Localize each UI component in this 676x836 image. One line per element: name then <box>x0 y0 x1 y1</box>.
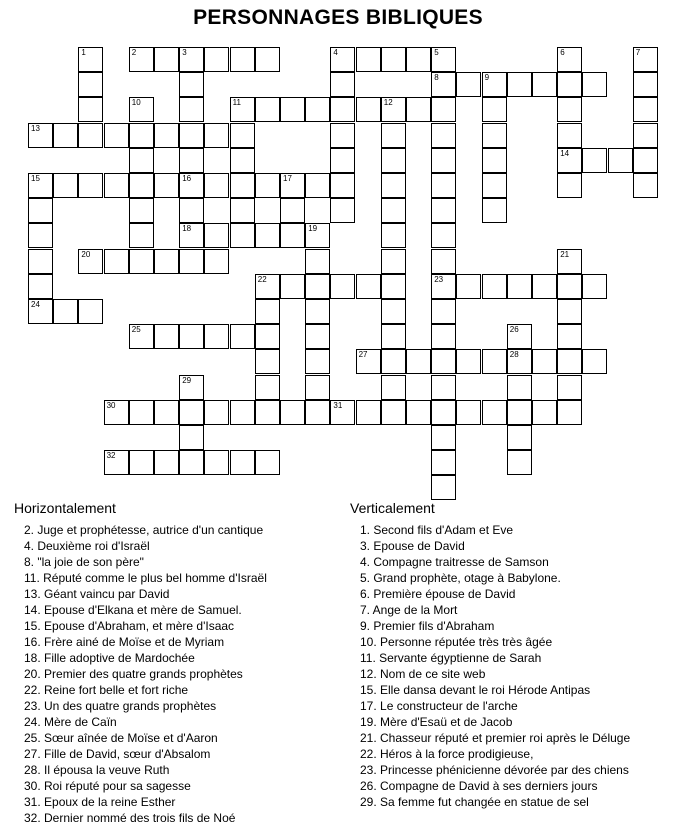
crossword-cell[interactable] <box>532 72 557 97</box>
horizontal-clue: 23. Un des quatre grands prophètes <box>24 699 217 713</box>
crossword-cell[interactable] <box>507 400 532 425</box>
crossword-cell[interactable] <box>255 450 280 475</box>
crossword-cell[interactable] <box>608 148 633 173</box>
crossword-cell[interactable] <box>179 123 204 148</box>
crossword-cell[interactable] <box>78 173 103 198</box>
crossword-cell[interactable] <box>557 375 582 400</box>
crossword-cell[interactable] <box>356 400 381 425</box>
crossword-cell[interactable] <box>129 223 154 248</box>
crossword-cell[interactable] <box>381 299 406 324</box>
crossword-cell[interactable] <box>28 173 53 198</box>
crossword-cell[interactable] <box>28 223 53 248</box>
crossword-cell[interactable] <box>330 97 355 122</box>
crossword-cell[interactable] <box>204 324 229 349</box>
crossword-cell[interactable] <box>330 123 355 148</box>
vertical-clue: 19. Mère d'Esaü et de Jacob <box>360 715 513 729</box>
crossword-cell[interactable] <box>557 324 582 349</box>
cell-number: 27 <box>358 350 368 360</box>
crossword-cell[interactable] <box>557 299 582 324</box>
crossword-cell[interactable] <box>582 148 607 173</box>
crossword-cell[interactable] <box>129 97 154 122</box>
crossword-cell[interactable] <box>179 173 204 198</box>
crossword-cell[interactable] <box>330 198 355 223</box>
crossword-cell[interactable] <box>230 123 255 148</box>
crossword-cell[interactable] <box>255 349 280 374</box>
vertical-clue: 29. Sa femme fut changée en statue de sel <box>360 795 589 809</box>
crossword-cell[interactable] <box>482 349 507 374</box>
crossword-cell[interactable] <box>557 148 582 173</box>
crossword-cell[interactable] <box>154 400 179 425</box>
crossword-cell[interactable] <box>78 249 103 274</box>
horizontal-clue: 31. Epoux de la reine Esther <box>24 795 176 809</box>
crossword-cell[interactable] <box>582 274 607 299</box>
crossword-cell[interactable] <box>381 349 406 374</box>
crossword-cell[interactable] <box>179 425 204 450</box>
crossword-cell[interactable] <box>381 324 406 349</box>
cell-number: 10 <box>131 98 141 108</box>
crossword-cell[interactable] <box>633 47 658 72</box>
crossword-cell[interactable] <box>356 97 381 122</box>
crossword-cell[interactable] <box>507 349 532 374</box>
puzzle-title: PERSONNAGES BIBLIQUES <box>193 6 483 29</box>
vertical-clue: 23. Princesse phénicienne dévorée par des chiens <box>360 763 629 777</box>
crossword-cell[interactable] <box>28 249 53 274</box>
crossword-cell[interactable] <box>431 475 456 500</box>
horizontal-clue-list <box>24 522 267 826</box>
crossword-cell[interactable] <box>431 450 456 475</box>
crossword-cell[interactable] <box>255 97 280 122</box>
cell-number: 14 <box>560 148 570 158</box>
crossword-cell[interactable] <box>255 400 280 425</box>
crossword-cell[interactable] <box>129 123 154 148</box>
crossword-cell[interactable] <box>582 72 607 97</box>
vertical-clue: 21. Chasseur réputé et premier roi après le Déluge <box>360 731 631 745</box>
crossword-cell[interactable] <box>482 148 507 173</box>
crossword-cell[interactable] <box>305 349 330 374</box>
crossword-cell[interactable] <box>230 47 255 72</box>
crossword-cell[interactable] <box>204 249 229 274</box>
horizontal-clue: 2. Juge et prophétesse, autrice d'un cantique <box>24 523 264 537</box>
horizontal-clue: 32. Dernier nommé des trois fils de Noé <box>24 811 236 825</box>
crossword-cell[interactable] <box>482 72 507 97</box>
crossword-cell[interactable] <box>129 324 154 349</box>
crossword-cell[interactable] <box>431 349 456 374</box>
crossword-cell[interactable] <box>280 400 305 425</box>
crossword-cell[interactable] <box>154 123 179 148</box>
crossword-cell[interactable] <box>129 173 154 198</box>
vertical-clue: 10. Personne réputée très très âgée <box>360 635 553 649</box>
crossword-cell[interactable] <box>507 425 532 450</box>
cell-number: 15 <box>31 174 40 183</box>
crossword-cell[interactable] <box>532 400 557 425</box>
crossword-cell[interactable] <box>431 97 456 122</box>
cell-number: 21 <box>560 249 570 259</box>
crossword-cell[interactable] <box>179 400 204 425</box>
crossword-cell[interactable] <box>431 72 456 97</box>
crossword-cell[interactable] <box>78 123 103 148</box>
crossword-cell[interactable] <box>381 198 406 223</box>
crossword-cell[interactable] <box>204 400 229 425</box>
crossword-cell[interactable] <box>204 173 229 198</box>
crossword-cell[interactable] <box>381 274 406 299</box>
crossword-cell[interactable] <box>381 173 406 198</box>
crossword-cell[interactable] <box>230 97 255 122</box>
crossword-cell[interactable] <box>633 173 658 198</box>
crossword-cell[interactable] <box>381 148 406 173</box>
crossword-cell[interactable] <box>381 47 406 72</box>
crossword-cell[interactable] <box>280 198 305 223</box>
crossword-cell[interactable] <box>557 400 582 425</box>
crossword-cell[interactable] <box>129 249 154 274</box>
horizontal-clue: 28. Il épousa la veuve Ruth <box>24 763 170 777</box>
crossword-cell[interactable] <box>557 274 582 299</box>
horizontal-clue: 24. Mère de Caïn <box>24 715 117 729</box>
crossword-cell[interactable] <box>557 72 582 97</box>
crossword-cell[interactable] <box>330 173 355 198</box>
crossword-cell[interactable] <box>28 123 53 148</box>
crossword-cell[interactable] <box>406 47 431 72</box>
crossword-cell[interactable] <box>305 274 330 299</box>
crossword-cell[interactable] <box>230 198 255 223</box>
crossword-cell[interactable] <box>557 249 582 274</box>
crossword-cell[interactable] <box>104 123 129 148</box>
crossword-cell[interactable] <box>330 400 355 425</box>
crossword-cell[interactable] <box>557 97 582 122</box>
crossword-cell[interactable] <box>305 97 330 122</box>
crossword-cell[interactable] <box>431 123 456 148</box>
horizontal-clue: 20. Premier des quatre grands prophètes <box>24 667 243 681</box>
crossword-cell[interactable] <box>633 97 658 122</box>
crossword-cell[interactable] <box>381 249 406 274</box>
crossword-cell[interactable] <box>356 274 381 299</box>
vertical-clue: 5. Grand prophète, otage à Babylone. <box>360 571 561 585</box>
cell-number: 30 <box>106 400 116 410</box>
horizontal-clue: 22. Reine fort belle et fort riche <box>24 683 189 697</box>
crossword-cell[interactable] <box>482 173 507 198</box>
crossword-cell[interactable] <box>78 97 103 122</box>
crossword-cell[interactable] <box>255 173 280 198</box>
crossword-cell[interactable] <box>305 400 330 425</box>
vertical-clue: 11. Servante égyptienne de Sarah <box>360 651 542 665</box>
crossword-cell[interactable] <box>456 274 481 299</box>
crossword-cell[interactable] <box>356 47 381 72</box>
crossword-cell[interactable] <box>204 123 229 148</box>
crossword-cell[interactable] <box>431 375 456 400</box>
crossword-cell[interactable] <box>330 274 355 299</box>
cell-number: 31 <box>333 400 343 410</box>
crossword-cell[interactable] <box>557 123 582 148</box>
vertical-clue: 12. Nom de ce site web <box>360 667 486 681</box>
crossword-cell[interactable] <box>557 47 582 72</box>
crossword-cell[interactable] <box>330 47 355 72</box>
horizontal-clue: 14. Epouse d'Elkana et mère de Samuel. <box>24 603 242 617</box>
cell-number: 20 <box>81 249 91 259</box>
crossword-cell[interactable] <box>104 249 129 274</box>
vertical-clue: 7. Ange de la Mort <box>360 603 458 617</box>
crossword-cell[interactable] <box>28 274 53 299</box>
crossword-cell[interactable] <box>230 450 255 475</box>
crossword-cell[interactable] <box>230 173 255 198</box>
cell-number: 6 <box>560 48 565 57</box>
crossword-cell[interactable] <box>53 299 78 324</box>
crossword-cell[interactable] <box>482 400 507 425</box>
crossword-cell[interactable] <box>482 123 507 148</box>
crossword-cell[interactable] <box>154 450 179 475</box>
horizontal-clue: 8. "la joie de son père" <box>24 555 144 569</box>
crossword-cell[interactable] <box>356 349 381 374</box>
crossword-cell[interactable] <box>532 349 557 374</box>
crossword-cell[interactable] <box>482 274 507 299</box>
crossword-cell[interactable] <box>230 223 255 248</box>
crossword-cell[interactable] <box>482 97 507 122</box>
crossword-cell[interactable] <box>179 450 204 475</box>
cell-number: 29 <box>182 375 192 385</box>
crossword-cell[interactable] <box>330 148 355 173</box>
cell-number: 23 <box>434 274 444 284</box>
crossword-cell[interactable] <box>204 450 229 475</box>
crossword-cell[interactable] <box>507 450 532 475</box>
crossword-cell[interactable] <box>179 72 204 97</box>
crossword-cell[interactable] <box>431 274 456 299</box>
crossword-cell[interactable] <box>431 47 456 72</box>
crossword-cell[interactable] <box>431 198 456 223</box>
cell-number: 5 <box>434 48 439 57</box>
crossword-cell[interactable] <box>280 223 305 248</box>
crossword-cell[interactable] <box>154 173 179 198</box>
cell-number: 26 <box>509 325 519 335</box>
vertical-clue: 22. Héros à la force prodigieuse, <box>360 747 534 761</box>
cell-number: 11 <box>232 98 241 108</box>
crossword-cell[interactable] <box>532 274 557 299</box>
horizontal-clue: 16. Frère ainé de Moïse et de Myriam <box>24 635 225 649</box>
cell-number: 2 <box>131 48 137 57</box>
crossword-cell[interactable] <box>557 173 582 198</box>
crossword-cell[interactable] <box>582 349 607 374</box>
cell-number: 19 <box>308 224 318 234</box>
crossword-cell[interactable] <box>406 97 431 122</box>
crossword-cell[interactable] <box>280 274 305 299</box>
crossword-cell[interactable] <box>179 97 204 122</box>
cell-number: 7 <box>635 48 641 57</box>
crossword-cell[interactable] <box>381 400 406 425</box>
horizontal-clue: 11. Réputé comme le plus bel homme d'Israël <box>24 571 267 585</box>
crossword-cell[interactable] <box>381 375 406 400</box>
cell-number: 17 <box>283 174 292 183</box>
cell-number: 9 <box>484 73 490 83</box>
horizontal-clue: 27. Fille de David, sœur d'Absalom <box>24 747 211 761</box>
crossword-cell[interactable] <box>456 72 481 97</box>
crossword-cell[interactable] <box>53 123 78 148</box>
vertical-clue: 15. Elle dansa devant le roi Hérode Antipas <box>360 683 591 697</box>
crossword-cell[interactable] <box>406 400 431 425</box>
crossword-cell[interactable] <box>154 324 179 349</box>
crossword-cell[interactable] <box>129 47 154 72</box>
crossword-cell[interactable] <box>305 299 330 324</box>
crossword-cell[interactable] <box>129 450 154 475</box>
cell-number: 13 <box>31 123 40 133</box>
crossword-cell[interactable] <box>431 148 456 173</box>
crossword-cell[interactable] <box>129 148 154 173</box>
horizontal-clue: 18. Fille adoptive de Mardochée <box>24 651 195 665</box>
crossword-cell[interactable] <box>204 223 229 248</box>
crossword-cell[interactable] <box>129 198 154 223</box>
crossword-cell[interactable] <box>179 375 204 400</box>
crossword-cell[interactable] <box>305 223 330 248</box>
crossword-cell[interactable] <box>179 198 204 223</box>
crossword-cell[interactable] <box>507 274 532 299</box>
vertical-clue-list <box>360 522 630 810</box>
crossword-cell[interactable] <box>431 223 456 248</box>
vertical-clue: 9. Premier fils d'Abraham <box>360 619 495 633</box>
cell-number: 28 <box>509 350 519 360</box>
horizontal-clue: 25. Sœur aînée de Moïse et d'Aaron <box>24 731 218 745</box>
crossword-cell[interactable] <box>78 299 103 324</box>
cell-number: 24 <box>31 300 40 309</box>
crossword-cell[interactable] <box>78 47 103 72</box>
crossword-cell[interactable] <box>381 223 406 248</box>
crossword-cell[interactable] <box>104 400 129 425</box>
crossword-cell[interactable] <box>230 148 255 173</box>
crossword-cell[interactable] <box>482 198 507 223</box>
crossword-cell[interactable] <box>154 249 179 274</box>
crossword-cell[interactable] <box>431 400 456 425</box>
crossword-cell[interactable] <box>507 324 532 349</box>
vertical-clue: 26. Compagne de David à ses derniers jours <box>360 779 598 793</box>
crossword-cell[interactable] <box>230 400 255 425</box>
crossword-cell[interactable] <box>633 123 658 148</box>
vertical-clue: 4. Compagne traitresse de Samson <box>360 555 549 569</box>
crossword-cell[interactable] <box>305 324 330 349</box>
crossword-cell[interactable] <box>255 375 280 400</box>
cell-number: 32 <box>106 451 116 461</box>
crossword-cell[interactable] <box>406 349 431 374</box>
cell-number: 16 <box>182 174 192 183</box>
crossword-cell[interactable] <box>179 47 204 72</box>
crossword-cell[interactable] <box>104 450 129 475</box>
crossword-cell[interactable] <box>78 72 103 97</box>
cell-number: 1 <box>81 48 86 57</box>
crossword-cell[interactable] <box>305 173 330 198</box>
crossword-cell[interactable] <box>507 375 532 400</box>
crossword-cell[interactable] <box>230 324 255 349</box>
crossword-cell[interactable] <box>305 249 330 274</box>
vertical-clue: 1. Second fils d'Adam et Eve <box>360 523 514 537</box>
horizontal-clue: 15. Epouse d'Abraham, et mère d'Isaac <box>24 619 235 633</box>
cell-number: 8 <box>434 73 439 83</box>
crossword-cell[interactable] <box>154 47 179 72</box>
crossword-cell[interactable] <box>431 425 456 450</box>
crossword-cell[interactable] <box>507 72 532 97</box>
crossword-cell[interactable] <box>431 173 456 198</box>
crossword-cell[interactable] <box>204 47 229 72</box>
cell-number: 12 <box>383 98 393 108</box>
vertical-clue: 6. Première épouse de David <box>360 587 516 601</box>
crossword-cell[interactable] <box>28 299 53 324</box>
horizontal-clue: 30. Roi réputé pour sa sagesse <box>24 779 191 793</box>
horizontal-clue: 13. Géant vaincu par David <box>24 587 170 601</box>
crossword-cell[interactable] <box>179 223 204 248</box>
crossword-cell[interactable] <box>255 274 280 299</box>
crossword-cell[interactable] <box>179 148 204 173</box>
crossword-cell[interactable] <box>179 324 204 349</box>
horizontal-heading: Horizontalement <box>14 500 116 516</box>
crossword-cell[interactable] <box>280 173 305 198</box>
crossword-cell[interactable] <box>381 123 406 148</box>
crossword-cell[interactable] <box>305 375 330 400</box>
cell-number: 25 <box>131 325 141 335</box>
cell-number: 3 <box>182 48 187 57</box>
vertical-clue: 17. Le constructeur de l'arche <box>360 699 518 713</box>
crossword-cell[interactable] <box>456 349 481 374</box>
crossword-cell[interactable] <box>431 324 456 349</box>
cell-number: 22 <box>257 274 267 284</box>
crossword-cell[interactable] <box>633 72 658 97</box>
crossword-cell[interactable] <box>255 324 280 349</box>
crossword-cell[interactable] <box>104 173 129 198</box>
crossword-cell[interactable] <box>431 249 456 274</box>
crossword-cell[interactable] <box>381 97 406 122</box>
horizontal-clue: 4. Deuxième roi d'Israël <box>24 539 150 553</box>
crossword-cell[interactable] <box>330 72 355 97</box>
vertical-heading: Verticalement <box>350 500 435 516</box>
crossword-cell[interactable] <box>633 148 658 173</box>
crossword-cell[interactable] <box>456 400 481 425</box>
cell-number: 18 <box>182 224 192 234</box>
crossword-cell[interactable] <box>280 97 305 122</box>
crossword-cell[interactable] <box>28 198 53 223</box>
crossword-cell[interactable] <box>53 173 78 198</box>
cell-number: 4 <box>333 48 338 57</box>
crossword-cell[interactable] <box>255 299 280 324</box>
crossword-cell[interactable] <box>129 400 154 425</box>
crossword-cell[interactable] <box>255 47 280 72</box>
crossword-cell[interactable] <box>557 349 582 374</box>
crossword-cell[interactable] <box>255 223 280 248</box>
crossword-cell[interactable] <box>431 299 456 324</box>
vertical-clue: 3. Epouse de David <box>360 539 465 553</box>
crossword-cell[interactable] <box>179 249 204 274</box>
